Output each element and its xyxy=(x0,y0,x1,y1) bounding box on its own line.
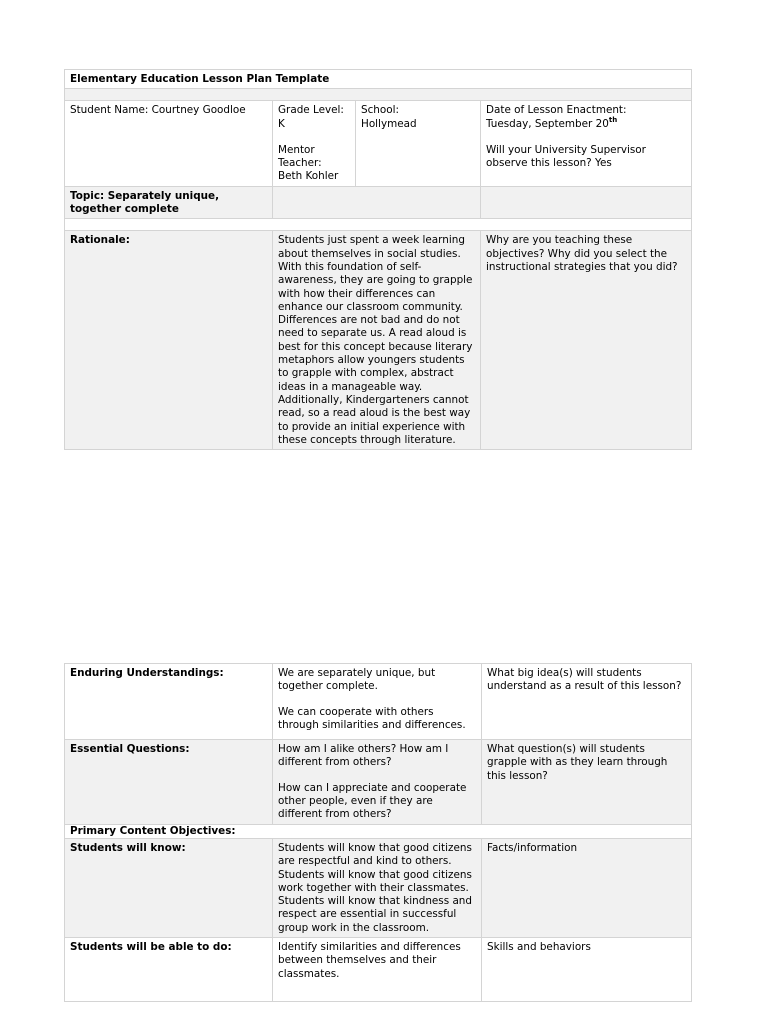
date-cell xyxy=(481,101,692,186)
supervisor-question: Will your University Supervisor observe this lesson? Yes xyxy=(486,143,646,170)
essential-questions-guide: What question(s) will students grapple with as they learn through this lesson? xyxy=(482,740,692,824)
rationale-guide: Why are you teaching these objectives? Why did you select the instructional strategies that you did? xyxy=(481,231,692,450)
eu-paragraph-2: We can cooperate with others through similarities and differences. xyxy=(278,705,466,731)
spacer-row xyxy=(65,219,692,231)
lesson-plan-header-table xyxy=(64,69,692,450)
grade-mentor-cell xyxy=(273,101,356,186)
eu-paragraph-1: We are separately unique, but together complete. xyxy=(278,667,436,693)
students-will-know-text xyxy=(273,838,482,937)
grade-level-value: K xyxy=(278,117,285,130)
essential-questions-text xyxy=(273,740,482,824)
grade-level-label: Grade Level: xyxy=(278,104,344,117)
know-item-3: Students will know that kindness and respect are essential in successful group work in the classroom. xyxy=(278,895,472,934)
students-will-do-guide: Skills and behaviors xyxy=(482,938,692,1002)
student-name: Student Name: Courtney Goodloe xyxy=(65,101,273,186)
students-will-do-text: Identify similarities and differences between themselves and their classmates. xyxy=(273,938,482,1002)
enduring-understandings-label: Enduring Understandings: xyxy=(65,664,273,740)
school-cell xyxy=(356,101,481,186)
enduring-understandings-guide: What big idea(s) will students understand as a result of this lesson? xyxy=(482,664,692,740)
primary-content-objectives-label: Primary Content Objectives: xyxy=(65,824,692,838)
topic-empty-cell-2 xyxy=(481,186,692,219)
school-value: Hollymead xyxy=(361,117,417,130)
topic: Topic: Separately unique, together complete xyxy=(65,186,273,219)
students-will-do-label: Students will be able to do: xyxy=(65,938,273,1002)
know-item-2: Students will know that good citizens work together with their classmates. xyxy=(278,868,472,894)
enduring-understandings-text xyxy=(273,664,482,740)
mentor-teacher-value: Beth Kohler xyxy=(278,170,339,183)
spacer-row xyxy=(65,89,692,101)
date-suffix: th xyxy=(608,115,618,124)
students-will-know-label: Students will know: xyxy=(65,838,273,937)
mentor-teacher-label: Mentor Teacher: xyxy=(278,143,322,170)
eq-paragraph-1: How am I alike others? How am I different from others? xyxy=(278,743,449,769)
rationale-text: Students just spent a week learning about themselves in social studies. With this foundation of self-awareness, they are going to grapple with how their differences can enhance our classroom community. Differences are not bad and do not need to separate us. A read aloud is best for this concept because literary metaphors allow youngers students to grapple with complex, abstract ideas in a manageable way. Additionally, Kindergarteners cannot read, so a read aloud is the best way to provide an initial experience with these concepts through literature. xyxy=(273,231,481,450)
date-label: Date of Lesson Enactment: xyxy=(486,104,627,117)
school-label: School: xyxy=(361,104,399,117)
lesson-plan-objectives-table xyxy=(64,663,692,1002)
rationale-label: Rationale: xyxy=(65,231,273,450)
date-value: Tuesday, September 20 xyxy=(486,117,609,130)
students-will-know-guide: Facts/information xyxy=(482,838,692,937)
eq-paragraph-2: How can I appreciate and cooperate other people, even if they are different from others? xyxy=(278,781,467,821)
essential-questions-label: Essential Questions: xyxy=(65,740,273,824)
template-title: Elementary Education Lesson Plan Template xyxy=(65,70,692,89)
know-item-1: Students will know that good citizens are respectful and kind to others. xyxy=(278,841,472,868)
topic-empty-cell xyxy=(273,186,481,219)
